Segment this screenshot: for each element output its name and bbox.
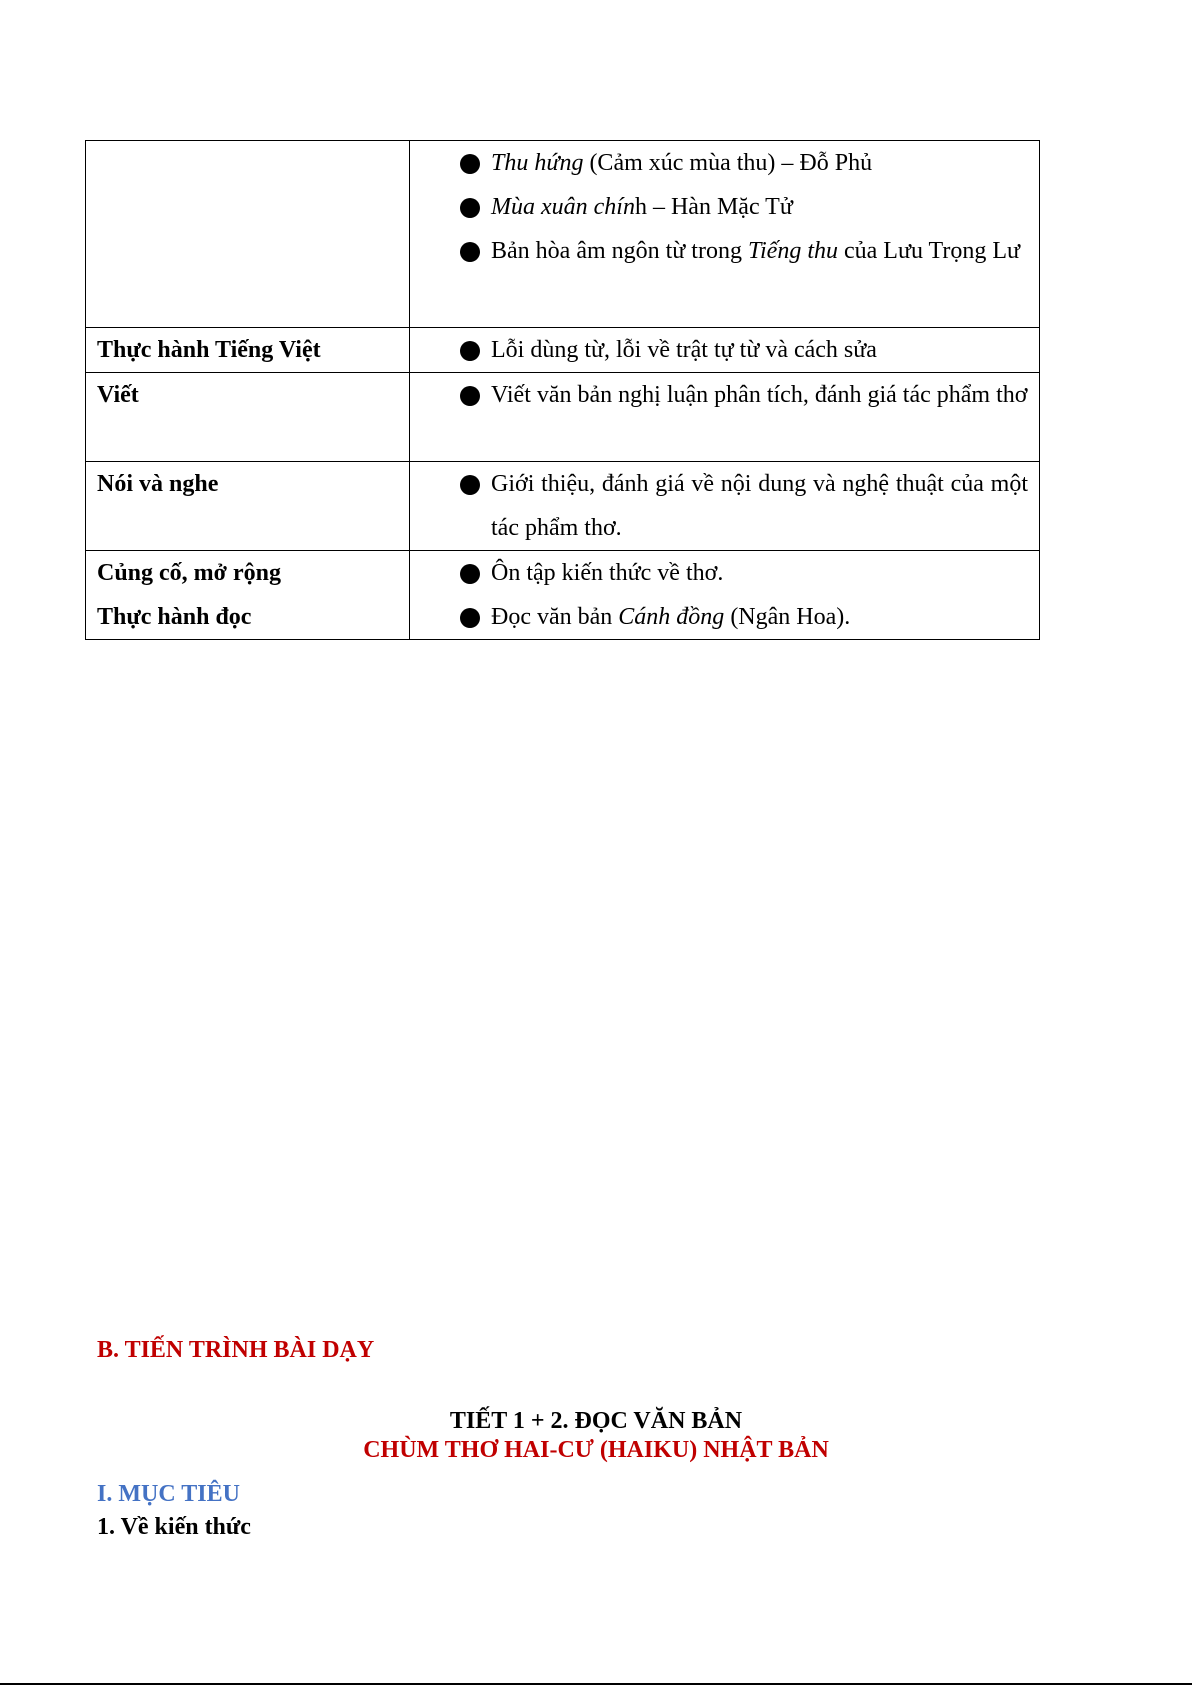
poem-title: Mùa xuân chín bbox=[491, 194, 635, 220]
item-text: Lỗi dùng từ, lỗi về trật tự từ và cách sửa bbox=[491, 337, 877, 363]
lesson-plan-table bbox=[85, 140, 1040, 640]
row-label: Củng cố, mở rộng bbox=[97, 560, 281, 586]
lesson-subtitle: CHÙM THƠ HAI-CƯ (HAIKU) NHẬT BẢN bbox=[363, 1437, 829, 1463]
table-row bbox=[86, 462, 1040, 551]
row-label: Viết bbox=[97, 382, 139, 408]
item-text: (Cảm xúc mùa thu) – Đỗ Phủ bbox=[583, 150, 873, 176]
item-text: Đọc văn bản bbox=[491, 604, 619, 630]
row-content-cell bbox=[410, 328, 1040, 373]
item-text: h – Hàn Mặc Tử bbox=[634, 194, 793, 220]
bullet-icon bbox=[460, 608, 480, 628]
row-content-cell bbox=[410, 551, 1040, 640]
row-label-cell bbox=[86, 141, 410, 328]
list-item bbox=[410, 373, 1028, 417]
item-text: Ôn tập kiến thức về thơ. bbox=[491, 560, 724, 586]
row-label-cell bbox=[86, 462, 410, 551]
bullet-icon bbox=[460, 386, 480, 406]
bullet-icon bbox=[460, 154, 480, 174]
bullet-icon bbox=[460, 564, 480, 584]
bullet-list bbox=[410, 373, 1028, 417]
bullet-list bbox=[410, 328, 1028, 372]
table-row bbox=[86, 373, 1040, 462]
table-row bbox=[86, 551, 1040, 640]
row-label-cell bbox=[86, 551, 410, 640]
bullet-icon bbox=[460, 341, 480, 361]
list-item bbox=[410, 328, 1028, 372]
list-item bbox=[410, 462, 1028, 550]
poem-title: Thu hứng bbox=[491, 150, 584, 176]
row-label-cell bbox=[86, 373, 410, 462]
bullet-icon bbox=[460, 475, 480, 495]
table-row bbox=[86, 328, 1040, 373]
poem-title: Tiếng thu bbox=[747, 238, 838, 264]
list-item bbox=[410, 141, 1028, 185]
bullet-list bbox=[410, 462, 1028, 550]
bullet-list bbox=[410, 141, 1028, 273]
row-label: Nói và nghe bbox=[97, 471, 219, 497]
list-item bbox=[410, 185, 1028, 229]
row-label: Thực hành đọc bbox=[97, 604, 252, 630]
row-label-cell bbox=[86, 328, 410, 373]
bullet-icon bbox=[460, 242, 480, 262]
item-text: Bản hòa âm ngôn từ trong bbox=[491, 238, 748, 264]
bullet-list bbox=[410, 551, 1028, 639]
objective-heading: I. MỤC TIÊU bbox=[97, 1481, 240, 1507]
item-text: của Lưu Trọng Lư bbox=[837, 238, 1020, 264]
item-text: Giới thiệu, đánh giá về nội dung và nghệ thuật của một tác phẩm thơ. bbox=[491, 471, 1028, 541]
bullet-icon bbox=[460, 198, 480, 218]
work-title: Cánh đồng bbox=[618, 604, 725, 630]
lesson-title: TIẾT 1 + 2. ĐỌC VĂN BẢN bbox=[449, 1408, 743, 1434]
row-content-cell bbox=[410, 373, 1040, 462]
item-text: (Ngân Hoa). bbox=[724, 604, 851, 630]
list-item bbox=[410, 595, 1028, 639]
list-item bbox=[410, 229, 1028, 273]
row-content-cell bbox=[410, 141, 1040, 328]
subsection-heading: 1. Về kiến thức bbox=[97, 1514, 251, 1540]
item-text: Viết văn bản nghị luận phân tích, đánh giá tác phẩm thơ bbox=[491, 382, 1028, 408]
table-row bbox=[86, 141, 1040, 328]
row-content-cell bbox=[410, 462, 1040, 551]
section-heading: B. TIẾN TRÌNH BÀI DẠY bbox=[97, 1337, 375, 1363]
row-label: Thực hành Tiếng Việt bbox=[97, 337, 321, 363]
list-item bbox=[410, 551, 1028, 595]
